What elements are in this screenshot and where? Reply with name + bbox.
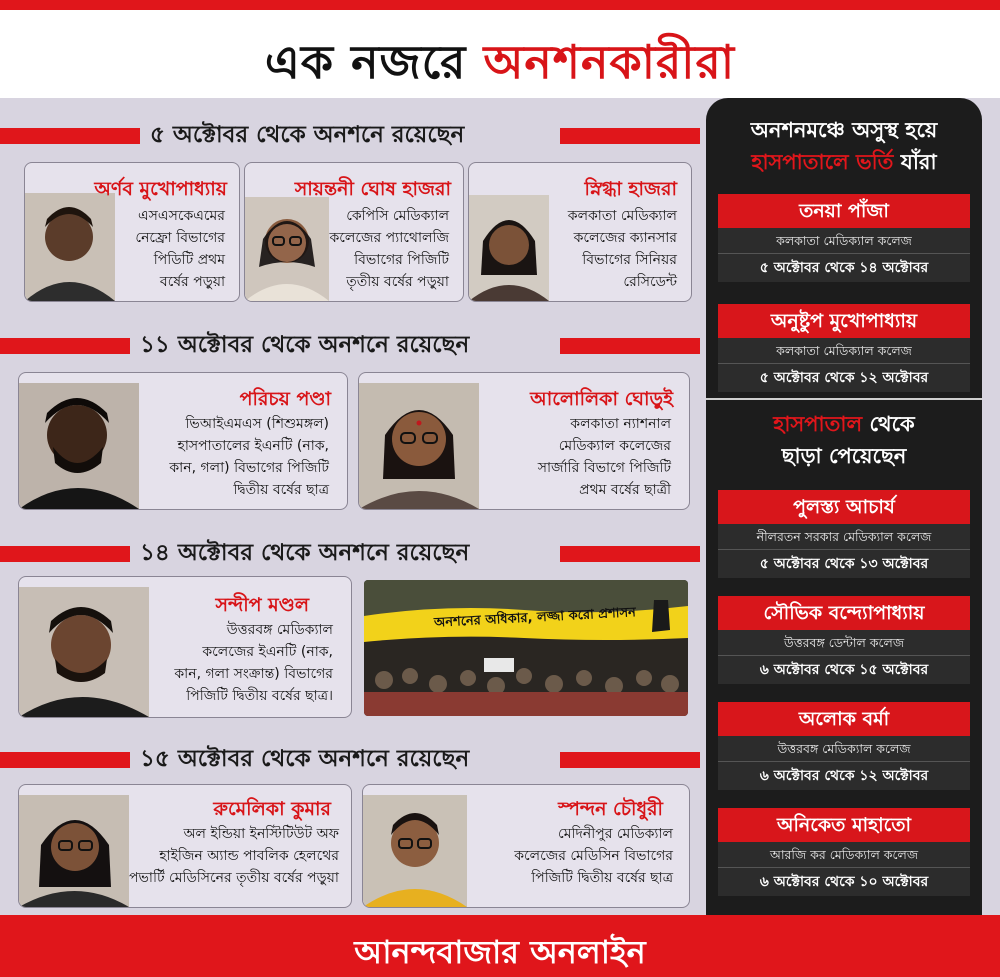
desc-line: অল ইন্ডিয়া ইনস্টিটিউট অফ (183, 826, 339, 842)
person-description (568, 205, 677, 293)
person-description (330, 205, 450, 293)
sidebar-divider (706, 398, 982, 400)
section-title-oct5 (0, 116, 700, 152)
released-entry (718, 702, 970, 790)
entry-institution: নীলরতন সরকার মেডিক্যাল কলেজ (718, 524, 970, 550)
heading-line: ছাড়া পেয়েছেন (781, 444, 907, 468)
entry-dates: ৬ অক্টোবর থেকে ১৫ অক্টোবর (718, 656, 970, 684)
desc-line: পিজিটি দ্বিতীয় বর্ষের ছাত্র। (186, 688, 333, 704)
protest-scene (364, 580, 688, 716)
person-description (129, 823, 339, 889)
desc-line: মেডিক্যাল কলেজের (558, 438, 671, 454)
desc-line: কলকাতা ন্যাশনাল (570, 416, 671, 432)
desc-line: রেসিডেন্ট (623, 274, 677, 290)
person-name: পরিচয় পণ্ডা (239, 388, 331, 410)
header (0, 10, 1000, 98)
entry-institution: উত্তরবঙ্গ মেডিক্যাল কলেজ (718, 736, 970, 762)
person-description (174, 619, 333, 707)
section-heading: ১৫ অক্টোবর থেকে অনশনে রয়েছেন (140, 746, 470, 772)
protest-photo (364, 580, 688, 716)
desc-line: নেফ্রো বিভাগের (135, 230, 225, 246)
released-entry (718, 596, 970, 684)
entry-institution: কলকাতা মেডিক্যাল কলেজ (718, 228, 970, 254)
entry-name: পুলস্ত্য আচার্য (718, 490, 970, 524)
entry-name: সৌভিক বন্দ্যোপাধ্যায় (718, 596, 970, 630)
heading-tail: যাঁরা (900, 150, 937, 174)
page-title (0, 10, 1000, 104)
person-photo (25, 193, 115, 301)
entry-dates: ৫ অক্টোবর থেকে ১৪ অক্টোবর (718, 254, 970, 282)
person-photo (469, 195, 549, 301)
section-title-oct14 (0, 534, 700, 570)
entry-name: অনিকেত মাহাতো (718, 808, 970, 842)
heading-line (706, 408, 982, 440)
desc-line: কলেজের ক্যানসার (573, 230, 677, 246)
released-entry (718, 808, 970, 896)
person-card (358, 372, 690, 510)
released-entry (718, 490, 970, 578)
admitted-entry (718, 194, 970, 282)
section-bar-left (0, 338, 130, 354)
desc-line: ভিআইএমএস (শিশুমঙ্গল) (185, 416, 329, 432)
person-name: সন্দীপ মণ্ডল (215, 594, 309, 616)
section-heading: ৫ অক্টোবর থেকে অনশনে রয়েছেন (150, 122, 465, 148)
desc-line: সার্জারি বিভাগে পিজিটি (537, 460, 671, 476)
title-red: অনশনকারীরা (483, 35, 736, 89)
entry-dates: ৫ অক্টোবর থেকে ১৩ অক্টোবর (718, 550, 970, 578)
released-heading (706, 408, 982, 472)
person-card (244, 162, 464, 302)
section-title-oct11 (0, 326, 700, 362)
entry-dates: ৬ অক্টোবর থেকে ১০ অক্টোবর (718, 868, 970, 896)
desc-line: পিজিটি দ্বিতীয় বর্ষের ছাত্র (531, 870, 673, 886)
person-description (514, 823, 673, 889)
section-bar-right (560, 752, 700, 768)
person-photo (19, 795, 129, 907)
section-bar-right (560, 546, 700, 562)
heading-line: অনশনমঞ্চে অসুস্থ হয়ে (750, 118, 938, 142)
desc-line: উত্তরবঙ্গ মেডিক্যাল (226, 622, 333, 638)
person-name: স্পন্দন চৌধুরী (558, 798, 663, 820)
person-card (18, 576, 352, 718)
person-card (24, 162, 240, 302)
person-photo (363, 795, 467, 907)
heading-red: হাসপাতালে ভর্তি (751, 150, 894, 174)
person-name: অর্ণব মুখোপাধ্যায় (94, 178, 227, 200)
person-name: স্নিগ্ধা হাজরা (584, 178, 677, 200)
heading-tail: থেকে (869, 412, 915, 436)
section-bar-left (0, 752, 130, 768)
desc-line: পভার্টি মেডিসিনের তৃতীয় বর্ষের পড়ুয়া (128, 870, 339, 886)
hospital-sidebar (706, 98, 982, 915)
desc-line: কেপিসি মেডিক্যাল (346, 208, 449, 224)
left-panel (0, 98, 700, 915)
section-bar-left (0, 128, 140, 144)
person-photo (19, 383, 139, 509)
desc-line: কলেজের মেডিসিন বিভাগের (514, 848, 673, 864)
desc-line: বিভাগের সিনিয়র (582, 252, 677, 268)
person-description (538, 413, 671, 501)
brand-logo-text: আনন্দবাজার অনলাইন (354, 933, 646, 971)
person-photo (359, 383, 479, 509)
admitted-heading (706, 98, 982, 178)
entry-institution: উত্তরবঙ্গ ডেন্টাল কলেজ (718, 630, 970, 656)
section-title-oct15 (0, 740, 700, 776)
desc-line: এসএসকেএমের (138, 208, 225, 224)
person-photo (245, 197, 329, 301)
banner-text: অনশনের অধিকার, লজ্জা করো প্রশাসন (433, 605, 637, 631)
person-description (169, 413, 329, 501)
footer (0, 915, 1000, 977)
desc-line: কলকাতা মেডিক্যাল (567, 208, 677, 224)
desc-line: বিভাগের পিজিটি (354, 252, 449, 268)
person-card (468, 162, 692, 302)
section-bar-right (560, 338, 700, 354)
person-card (18, 784, 352, 908)
desc-line: প্রথম বর্ষের ছাত্রী (579, 482, 671, 498)
entry-institution: কলকাতা মেডিক্যাল কলেজ (718, 338, 970, 364)
desc-line: মেদিনীপুর মেডিক্যাল (558, 826, 673, 842)
person-card (362, 784, 690, 908)
top-accent-bar (0, 0, 1000, 10)
heading-red: হাসপাতাল (773, 412, 863, 436)
desc-line: কলেজের ইএনটি (নাক, (202, 644, 333, 660)
desc-line: বর্ষের পড়ুয়া (159, 274, 225, 290)
person-description (135, 205, 225, 293)
person-photo (19, 587, 149, 717)
person-name: রুমেলিকা কুমার (213, 798, 331, 820)
desc-line: তৃতীয় বর্ষের পড়ুয়া (346, 274, 449, 290)
desc-line: হাসপাতালের ইএনটি (নাক, (177, 438, 329, 454)
desc-line: কান, গলা সংক্রান্ত) বিভাগের (174, 666, 333, 682)
heading-line (706, 146, 982, 178)
desc-line: হাইজিন অ্যান্ড পাবলিক হেলথের (159, 848, 339, 864)
entry-name: তনয়া পাঁজা (718, 194, 970, 228)
section-bar-left (0, 546, 130, 562)
person-name: আলোলিকা ঘোড়ুই (530, 388, 673, 410)
admitted-entry (718, 304, 970, 392)
entry-institution: আরজি কর মেডিক্যাল কলেজ (718, 842, 970, 868)
section-heading: ১৪ অক্টোবর থেকে অনশনে রয়েছেন (140, 540, 470, 566)
desc-line: কলেজের প্যাথোলজি (329, 230, 449, 246)
section-heading: ১১ অক্টোবর থেকে অনশনে রয়েছেন (140, 332, 470, 358)
entry-name: অনুষ্টুপ মুখোপাধ্যায় (718, 304, 970, 338)
section-bar-right (560, 128, 700, 144)
title-black: এক নজরে (264, 35, 467, 89)
desc-line: পিডিটি প্রথম (153, 252, 225, 268)
desc-line: কান, গলা) বিভাগের পিজিটি (169, 460, 329, 476)
entry-name: অলোক বর্মা (718, 702, 970, 736)
entry-dates: ৬ অক্টোবর থেকে ১২ অক্টোবর (718, 762, 970, 790)
person-name: সায়ন্তনী ঘোষ হাজরা (294, 178, 451, 200)
entry-dates: ৫ অক্টোবর থেকে ১২ অক্টোবর (718, 364, 970, 392)
person-card (18, 372, 348, 510)
desc-line: দ্বিতীয় বর্ষের ছাত্র (233, 482, 329, 498)
